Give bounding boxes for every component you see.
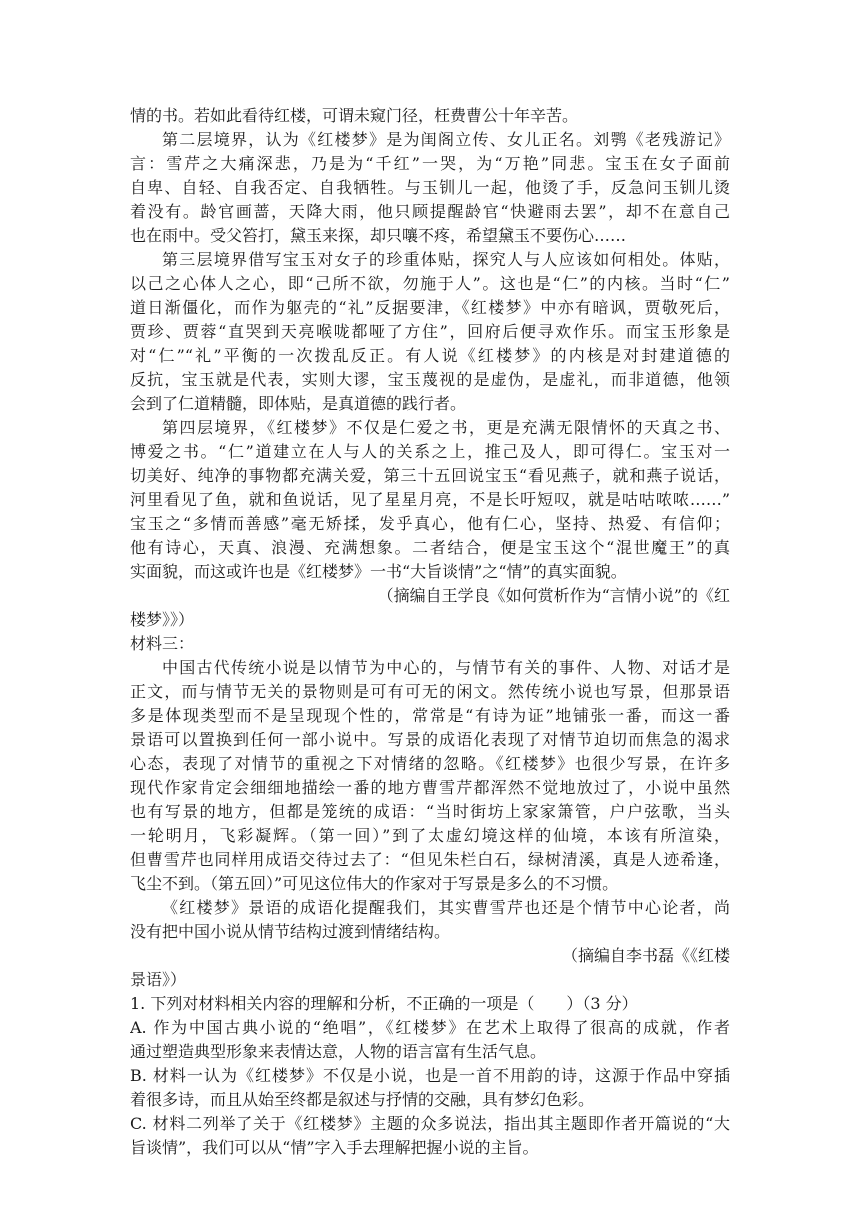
text-line: 反抗，宝玉就是代表，实则大谬，宝玉蔑视的是虚伪，是虚礼，而非道德，他领 (130, 370, 730, 389)
text-line: 景语》） (130, 970, 187, 989)
text-line: 以己之心体人之心，即“己所不欲，勿施于人”。这也是“仁”的内核。当时“仁” (130, 274, 730, 293)
text-line: 景语可以置换到任何一部小说中。写景的成语化表现了对情节迫切而焦急的渴求 (130, 730, 730, 749)
text-line: 着很多诗，而且从始至终都是叙述与抒情的交融，具有梦幻色彩。 (130, 1090, 595, 1109)
text-line: 也有写景的地方，但都是笼统的成语：“当时街坊上家家箫管，户户弦歌，当头 (130, 802, 730, 821)
text-line: 一轮明月，飞彩凝辉。（第一回）”到了太虚幻境这样的仙境，本该有所渲染， (130, 826, 730, 845)
text-line: 但曹雪芹也同样用成语交待过去了：“但见朱栏白石，绿树清溪，真是人迹希逢， (130, 850, 730, 869)
text-line: 没有把中国小说从情节结构过渡到情绪结构。 (130, 922, 451, 941)
text-line: 贾珍、贾蓉“直哭到天亮喉咙都哑了方住”，回府后便寻欢作乐。而宝玉形象是 (130, 322, 730, 341)
text-line: 实面貌，而这或许也是《红楼梦》一书“大旨谈情”之“情”的真实面貌。 (130, 562, 627, 581)
text-line: 言：雪芹之大痛深悲，乃是为“千红”一哭，为“万艳”同悲。宝玉在女子面前 (130, 154, 730, 173)
text-line: 着没有。龄官画蔷，天降大雨，他只顾提醒龄官“快避雨去罢”，却不在意自己 (130, 202, 730, 221)
text-line: B. 材料一认为《红楼梦》不仅是小说，也是一首不用韵的诗，这源于作品中穿插 (130, 1066, 730, 1085)
text-line: 第四层境界，《红楼梦》不仅是仁爱之书，更是充满无限情怀的天真之书、 (162, 418, 730, 437)
text-line: 楼梦》》） (130, 610, 195, 629)
text-line: 心态，表现了对情节的重视之下对情绪的忽略。《红楼梦》也很少写景，在许多 (130, 754, 730, 773)
text-line: 对“仁”“礼”平衡的一次拨乱反正。有人说《红楼梦》的内核是对封建道德的 (130, 346, 730, 365)
text-line: 旨谈情”，我们可以从“情”字入手去理解把握小说的主旨。 (130, 1138, 539, 1157)
text-line: （摘编自李书磊《《红楼 (561, 946, 730, 965)
text-line: 河里看见了鱼，就和鱼说话，见了星星月亮，不是长吁短叹，就是咕咕哝哝……” (130, 490, 730, 509)
text-line: 切美好、纯净的事物都充满关爱，第三十五回说宝玉“看见燕子，就和燕子说话， (130, 466, 730, 485)
text-line: 他有诗心，天真、浪漫、充满想象。二者结合，便是宝玉这个“混世魔王”的真 (130, 538, 730, 557)
text-line: 第二层境界，认为《红楼梦》是为闺阁立传、女儿正名。刘鹗《老残游记》 (162, 130, 730, 149)
text-line: 材料三： (130, 634, 195, 653)
text-line: 通过塑造典型形象来表情达意，人物的语言富有生活气息。 (130, 1042, 547, 1061)
text-line: 情的书。若如此看待红楼，可谓未窥门径，枉费曹公十年辛苦。 (130, 106, 579, 125)
text-line: 也在雨中。受父笞打，黛玉来探，却只嚷不疼，希望黛玉不要伤心…… (130, 226, 627, 245)
text-line: 1. 下列对材料相关内容的理解和分析，不正确的一项是（ ）（3 分） (130, 994, 638, 1013)
text-line: 道日渐僵化，而作为躯壳的“礼”反据要津，《红楼梦》中亦有暗讽，贾敬死后， (130, 298, 730, 317)
text-line: 《红楼梦》景语的成语化提醒我们，其实曹雪芹也还是个情节中心论者，尚 (162, 898, 730, 917)
text-line: 正文，而与情节无关的景物则是可有可无的闲文。然传统小说也写景，但那景语 (130, 682, 730, 701)
text-line: 多是体现类型而不是呈现现个性的，常常是“有诗为证”地铺张一番，而这一番 (130, 706, 730, 725)
text-line: A. 作为中国古典小说的“绝唱”，《红楼梦》在艺术上取得了很高的成就，作者 (130, 1018, 730, 1037)
text-line: 会到了仁道精髓，即体贴，是真道德的践行者。 (130, 394, 467, 413)
text-line: 中国古代传统小说是以情节为中心的，与情节有关的事件、人物、对话才是 (162, 658, 730, 677)
text-line: 第三层境界借写宝玉对女子的珍重体贴，探究人与人应该如何相处。体贴， (162, 250, 730, 269)
text-line: 现代作家肯定会细细地描绘一番的地方曹雪芹都浑然不觉地放过了，小说中虽然 (130, 778, 730, 797)
text-line: 自卑、自轻、自我否定、自我牺牲。与玉钏儿一起，他烫了手，反急问玉钏儿烫 (130, 178, 730, 197)
text-line: 博爱之书。“仁”道建立在人与人的关系之上，推己及人，即可得仁。宝玉对一 (130, 442, 730, 461)
text-line: 宝玉之“多情而善感”毫无矫揉，发乎真心，他有仁心，坚持、热爱、有信仰； (130, 514, 730, 533)
text-line: C. 材料二列举了关于《红楼梦》主题的众多说法，指出其主题即作者开篇说的“大 (130, 1114, 730, 1133)
text-line: （摘编自王学良《如何赏析作为“言情小说”的《红 (377, 586, 730, 605)
text-line: 飞尘不到。（第五回）”可见这位伟大的作家对于写景是多么的不习惯。 (130, 874, 619, 893)
